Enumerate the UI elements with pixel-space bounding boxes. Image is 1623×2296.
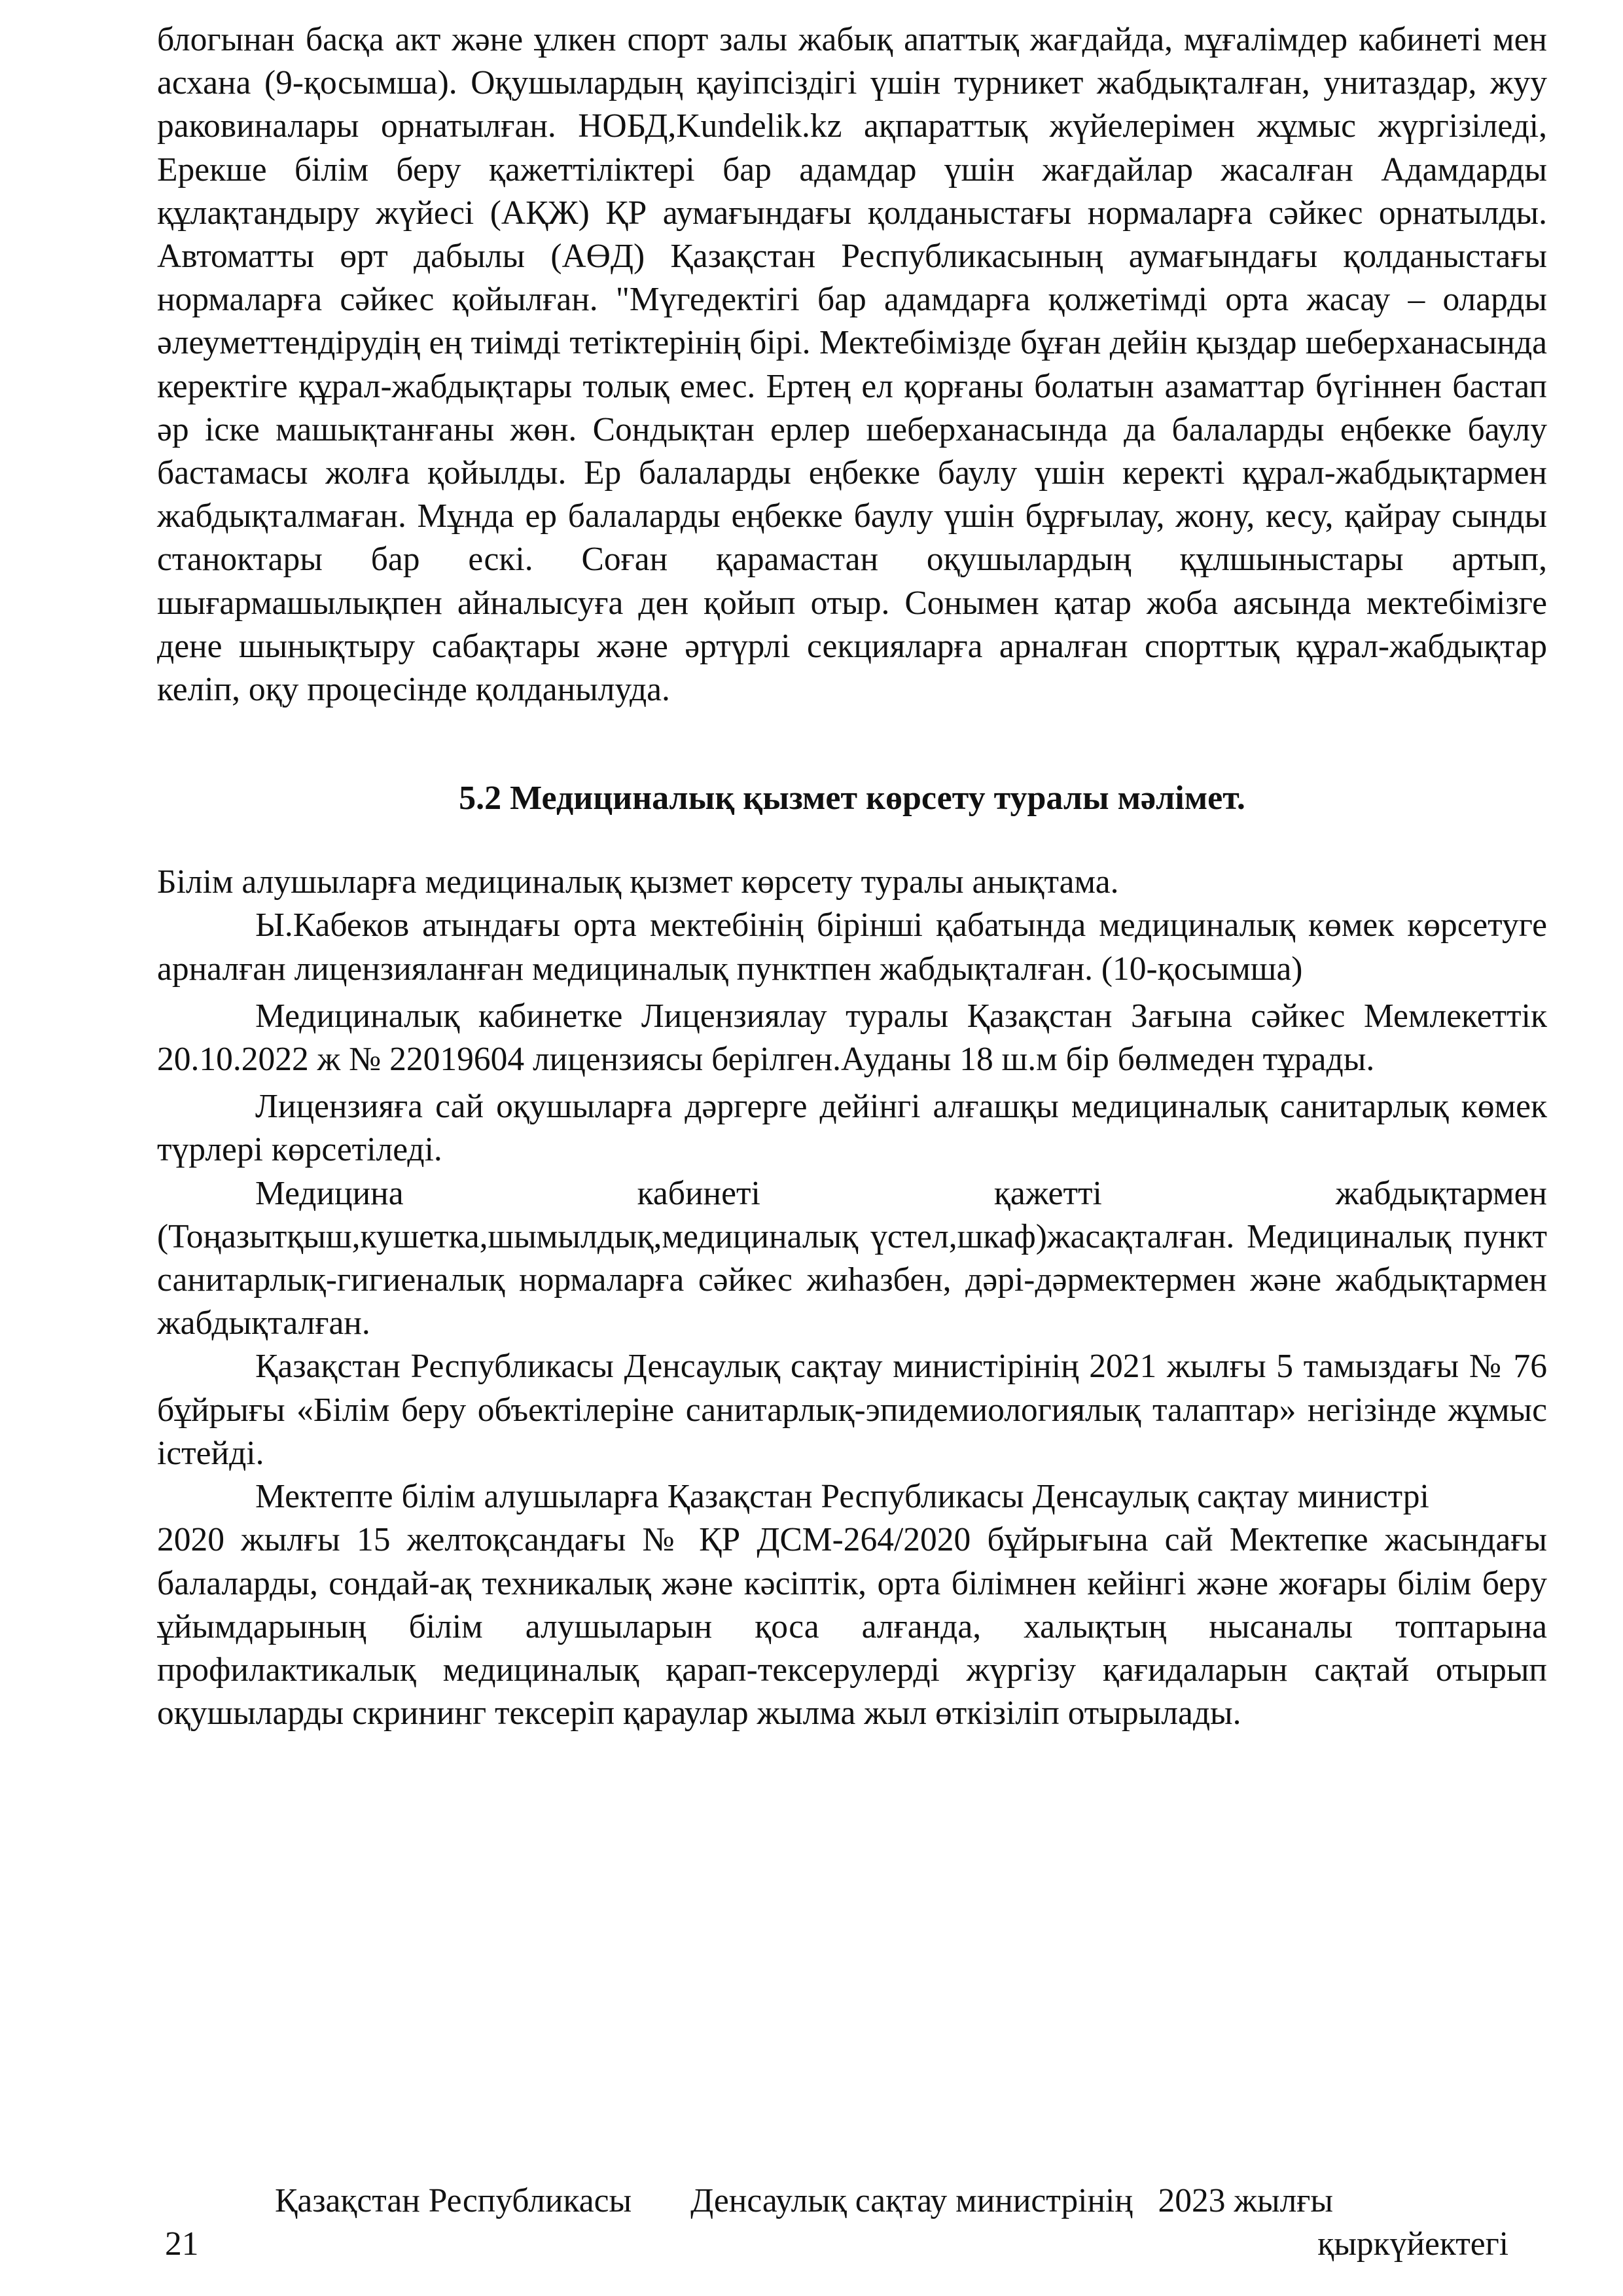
trailing-line: Қазақстан Республикасы Денсаулық сақтау министрінің 2023 жылғы [275, 2182, 1333, 2219]
intro-paragraph: блогынан басқа акт және ұлкен спорт залы жабық апаттық жағдайда, мұғалімдер кабинеті мен асхана (9-қосымша). Оқушылардың қауіпсіздігі үшін турникет жабдықталған, унитаздар, жуу раковиналары орнатылған. НОБД,Kundelik.kz ақпараттық жүйелерімен жұмыс жүргізіледі, Ерекше білім беру қажеттіліктері бар адамдар үшін жағдайлар жасалған Адамдарды құлақтандыру жүйесі (АҚЖ) ҚР аумағындағы қолданыстағы нормаларға сәйкес орнатылды. Автоматты өрт дабылы (АӨД) Қазақстан Республикасының аумағындағы қолданыстағы нормаларға сәйкес қойылған. "Мүгедектігі бар адамдарға қолжетімді орта жасау – оларды әлеуметтендірудің ең тиімді тетіктерінің бірі. Мектебімізде бұған дейін қыздар шеберханасында керектіге құрал-жабдықтары толық емес. Ертең ел қорғаны болатын азаматтар бүгіннен бастап әр іске машықтанғаны жөн. Сондықтан ерлер шеберханасында да балаларды еңбекке баулу бастамасы жолға қойылды. Ер балаларды еңбекке баулу үшін керекті құрал-жабдықтармен жабдықталмаған. Мұнда ер балаларды еңбекке баулу үшін бұрғылау, жону, кесу, қайрау сынды станоктары бар ескі. Соған қарамастан оқушылардың құлшыныстары артып, шығармашылықпен айналысуға ден қойып отыр. Сонымен қатар жоба аясында мектебімізге дене шынықтыру сабақтары және әртүрлі секцияларға арналған спорттық құрал-жабдықтар келіп, оқу процесінде қолданылуда. [157, 21, 1547, 709]
paragraph-medical-reference: Білім алушыларға медициналық қызмет көрсету туралы анықтама. [157, 863, 1119, 901]
paragraph-screening: 2020 жылғы 15 желтоқсандағы № ҚР ДСМ-264/2020 бұйрығына сай Мектепке жасындағы балаларды, сондай-ақ техникалық және кәсіптік, орта білімнен кейінгі және жоғары білім беру ұйымдарының білім алушыларын қоса алғанда, халықтың нысаналы топтарына профилактикалық медициналық қарап-тексерулерді жүргізу қағидаларын сақтай отырып оқушыларды скрининг тексеріп қараулар жылма жыл өткізіліп отырылады. [157, 1521, 1547, 1732]
paragraph-minister-heading: Мектепте білім алушыларға Қазақстан Республикасы Денсаулық сақтау министрі [255, 1478, 1429, 1516]
page-number: 21 [165, 2225, 199, 2263]
paragraph-license: Медициналық кабинетке Лицензиялау туралы Қазақстан Зағына сәйкес Мемлекеттік 20.10.2022 ж № 22019604 лицензиясы берілген.Ауданы 18 ш.м бір бөлмеден тұрады. [157, 997, 1547, 1079]
paragraph-medical-point: Ы.Кабеков атындағы орта мектебінің бірінші қабатында медициналық көмек көрсетуге арналған лицензияланған медициналық пунктпен жабдықталған. (10-қосымша) [157, 906, 1547, 988]
paragraph-equipment: Медицина кабинеті қажетті жабдықтармен (Тоңазытқыш,кушетка,шымылдық,медициналық үстел,шкаф)жасақталған. Медициналық пункт санитарлық-гигиеналық нормаларға сәйкес жиһазбен, дәрі-дәрмектермен және жабдықтармен жабдықталған. [157, 1174, 1547, 1342]
paragraph-first-aid: Лицензияға сай оқушыларға дәргерге дейінгі алғашқы медициналық санитарлық көмек түрлері көрсетіледі. [157, 1088, 1547, 1169]
section-title: 5.2 Медициналық қызмет көрсету туралы мәлімет. [459, 780, 1245, 817]
trailing-line-continuation: қыркүйектегі [1317, 2225, 1508, 2263]
paragraph-order-76: Қазақстан Республикасы Денсаулық сақтау министірінің 2021 жылғы 5 тамыздағы № 76 бұйрығы «Білім беру объектілеріне санитарлық-эпидемиологиялық талаптар» негізінде жұмыс істейді. [157, 1348, 1547, 1472]
document-page [157, 18, 1547, 1735]
